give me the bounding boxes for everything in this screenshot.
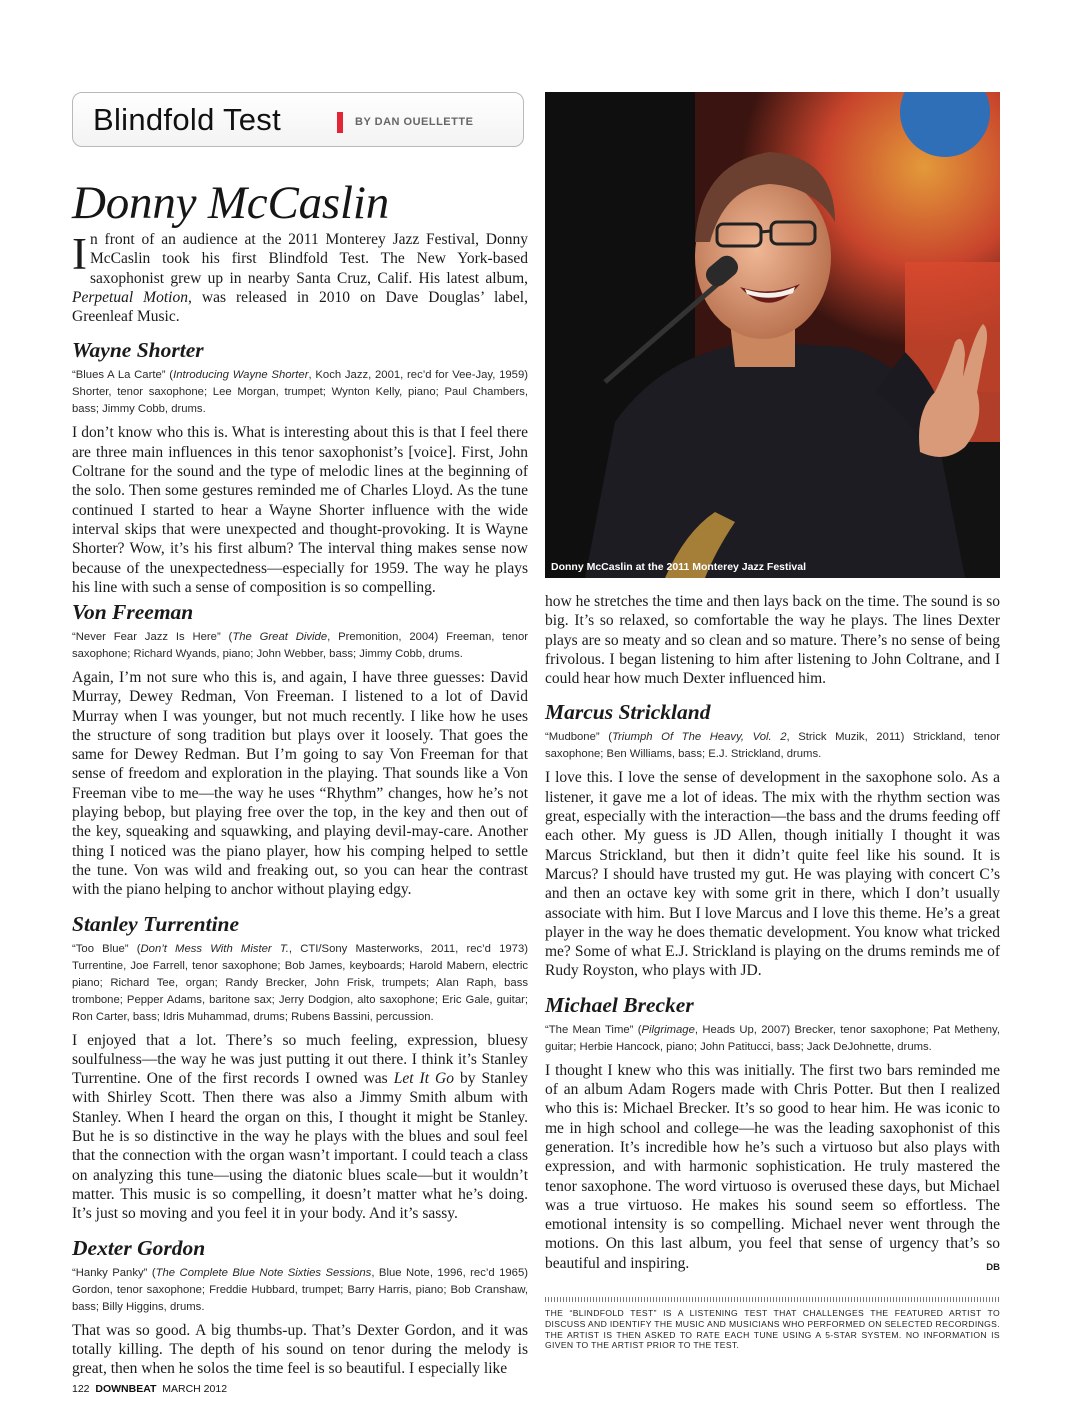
magazine-name: DOWNBEAT <box>95 1383 157 1395</box>
track-credit: “Never Fear Jazz Is Here” (The Great Divide, Premonition, 2004) Freeman, tenor saxophone; Richard Wyands, piano; John Webber, bass; Jimmy Cobb, drums. <box>72 631 528 660</box>
section-heading-von-freeman: Von Freeman <box>72 600 194 624</box>
page-number: 122 <box>72 1383 90 1395</box>
byline: BY DAN OUELLETTE <box>355 116 474 128</box>
commentary-paragraph: Again, I’m not sure who this is, and again, I have three guesses: David Murray, Dewey Redman, Von Freeman. I listened to a lot of David Murray when I was younger, but not much recently. I like how he uses the structure of song tradition but plays over it loosely. That goes the same for Dewey Redman. But I’m going to say Von Freeman for that sense of freedom and exploration in the playing. That sounds like a Von Freeman vibe to me—the way he uses “Rhythm” changes, how he’s not playing bebop, but playing free over the top, in the key and then out of the key, squeaking and squawking, and playing devil-may-care. Another thing I noticed was the piano player, how his comping helped to settle the tune. Von was wild and freaking out, so you can hear the contrast with the piano helping to anchor without playing edgy. <box>72 669 528 899</box>
commentary-paragraph: I enjoyed that a lot. There’s so much feeling, expression, bluesy soulfulness—the way he was just putting it out there. I think it’s Stanley Turrentine. One of the first records I owned was Let It Go by Stanley with Shirley Scott. Then there was also a Jimmy Smith album with Stanley. When I heard the organ on this, I thought it might be Stanley. But he is so distinctive in the way he plays with the blues and soul feel that the connection with the organ wasn’t important. I could teach a class on analyzing this tune—using the diatonic blues scale—but it wouldn’t matter. This music is so compelling, it doesn’t matter what he’s doing. It’s just so moving and you feel it in your body. And it’s sassy. <box>72 1031 528 1223</box>
track-credit: “Hanky Panky” (The Complete Blue Note Sixties Sessions, Blue Note, 1996, rec’d 1965) Gordon, tenor saxophone; Freddie Hubbard, trumpet; Barry Harris, piano; Bob Cranshaw, bass; Billy Higgins, drums. <box>72 1266 528 1313</box>
divider <box>545 1297 1000 1302</box>
header-accent-bar <box>337 112 343 133</box>
section-heading-marcus-strickland: Marcus Strickland <box>545 700 711 725</box>
section-heading-michael-brecker: Michael Brecker <box>545 992 694 1017</box>
intro-paragraph: In front of an audience at the 2011 Monterey Jazz Festival, Donny McCaslin took his first Blindfold Test. The New York-based saxophonist grew up in nearby Santa Cruz, Calif. His latest album, Perpetual Motion, was released in 2010 on Dave Douglas’ label, Greenleaf Music. <box>72 229 528 326</box>
commentary-paragraph: I don’t know who this is. What is interesting about this is that I feel there are three main influences in this tenor saxophonist’s [voice]. First, John Coltrane for the sound and the type of melodic lines at the beginning of the solo. Then some gestures reminded me of Charles Lloyd. As the tune continued I started to hear a Wayne Shorter influence with the wide interval skips that were unexpected and thought-provoking. It is Wayne Shorter? Wow, it’s his first album? The interval thing makes sense now because of the unexpectedness—especially for 1959. The way he plays his line with such a sense of composition is so compelling. <box>72 424 528 596</box>
album-title: Perpetual Motion <box>72 288 188 306</box>
track-credit: “Too Blue” (Don’t Mess With Mister T., CTI/Sony Masterworks, 2011, rec’d 1973) Turrentine, Joe Farrell, tenor saxophone; Bob James, keyboards; Harold Mabern, electric piano; Richard Tee, organ; Randy Brecker, John Frisk, trumpets; Alan Raph, bass trombone; Pepper Adams, baritone sax; Jerry Dodgion, alto saxophone; Eric Gale, guitar; Ron Carter, bass; Idris Muhammad, drums; Rubens Bassini, percussion. <box>72 942 529 1023</box>
track-credit: “Mudbone” (Triumph Of The Heavy, Vol. 2, Strick Muzik, 2011) Strickland, tenor saxophone; Ben Williams, bass; E.J. Strickland, drums. <box>545 731 1000 761</box>
page-footer <box>72 1383 227 1395</box>
issue-date: MARCH 2012 <box>162 1383 228 1395</box>
left-column-top <box>72 230 528 597</box>
section-heading-wayne-shorter: Wayne Shorter <box>72 338 204 363</box>
dropcap: I <box>72 229 87 279</box>
section-title: Blindfold Test <box>93 102 282 137</box>
track-credit: “Blues A La Carte” (Introducing Wayne Shorter, Koch Jazz, 2001, rec’d for Vee-Jay, 1959) Shorter, tenor saxophone; Lee Morgan, trumpet; Wynton Kelly, piano; Paul Chambers, bass; Jimmy Cobb, drums. <box>72 369 528 416</box>
commentary-paragraph: That was so good. A big thumbs-up. That’s Dexter Gordon, and it was totally killing. The depth of his sound on tenor during the melody is great, then when he solos the time feel is so beautiful. I especially like <box>72 1321 528 1378</box>
right-column <box>545 592 1000 1277</box>
commentary-paragraph: I thought I knew who this was initially. The first two bars reminded me of an album Adam Rogers made with Chris Potter. But then I realized who this is: Michael Brecker. It’s so good to hear him. He was iconic to me in high school and college—he was the leading saxophonist of this generation. It’s incredible how he’s such a virtuoso but also plays with expression, and with harmonic sophistication. He truly mastered the tenor saxophone. The word virtuoso is overused these days, but Michael was a true virtuoso. He makes his sound seem so effortless. The emotional intensity is so compelling. Michael never went through the motions. On this last album, you feel that sense of urgency that’s so beautiful and inspiring. DB <box>545 1061 1000 1273</box>
end-mark: DB <box>986 1261 1000 1273</box>
section-heading-stanley-turrentine: Stanley Turrentine <box>72 911 240 936</box>
photo-caption: Donny McCaslin at the 2011 Monterey Jazz Festival <box>551 561 807 573</box>
section-heading-dexter-gordon: Dexter Gordon <box>72 1235 206 1260</box>
commentary-paragraph-continued: how he stretches the time and then lays back on the time. The sound is so big. It’s so relaxed, so comfortable the way he plays. The lines Dexter plays are so meaty and so clean and so mature. There’s no sense of being frivolous. I began listening to him after listening to John Coltrane, and I could hear how much Dexter influenced him. <box>545 593 1000 688</box>
artist-photo <box>545 92 1000 578</box>
section-header <box>72 92 524 147</box>
blindfold-test-note: THE “BLINDFOLD TEST” IS A LISTENING TEST THAT CHALLENGES THE FEATURED ARTIST TO DISCUSS AND IDENTIFY THE MUSIC AND MUSICIANS WHO PERFORMED ON SELECTED RECORDINGS. THE ARTIST IS THEN ASKED TO RATE EACH TUNE USING A 5-STAR SYSTEM. NO INFORMATION IS GIVEN TO THE ARTIST PRIOR TO THE TEST. <box>545 1308 1000 1351</box>
left-column-bottom <box>72 588 528 1378</box>
artist-name-title: Donny McCaslin <box>72 177 390 229</box>
commentary-paragraph: I love this. I love the sense of development in the saxophone solo. As a listener, it gave me a lot of ideas. The mix with the rhythm section was great, especially with the interaction—the bass and the drums feeding off each other. My guess is JD Allen, though initially I thought it was Marcus Strickland, but then it didn’t quite feel like his sound. It is Marcus? I should have trusted my gut. He was playing with concert C’s and then an octave key with some grit in there, which I don’t usually associate with him. But I love Marcus and I love this theme. He’s a great player in the way he does thematic development. You know what tricked me? Some of what E.J. Strickland is playing on the drums reminds me of Rudy Royston, who plays with JD. <box>545 769 1000 980</box>
performer-illustration <box>545 92 1000 578</box>
track-credit: “The Mean Time” (Pilgrimage, Heads Up, 2007) Brecker, tenor saxophone; Pat Metheny, guitar; Herbie Hancock, piano; John Patitucci, bass; Jack DeJohnette, drums. <box>545 1023 1000 1053</box>
